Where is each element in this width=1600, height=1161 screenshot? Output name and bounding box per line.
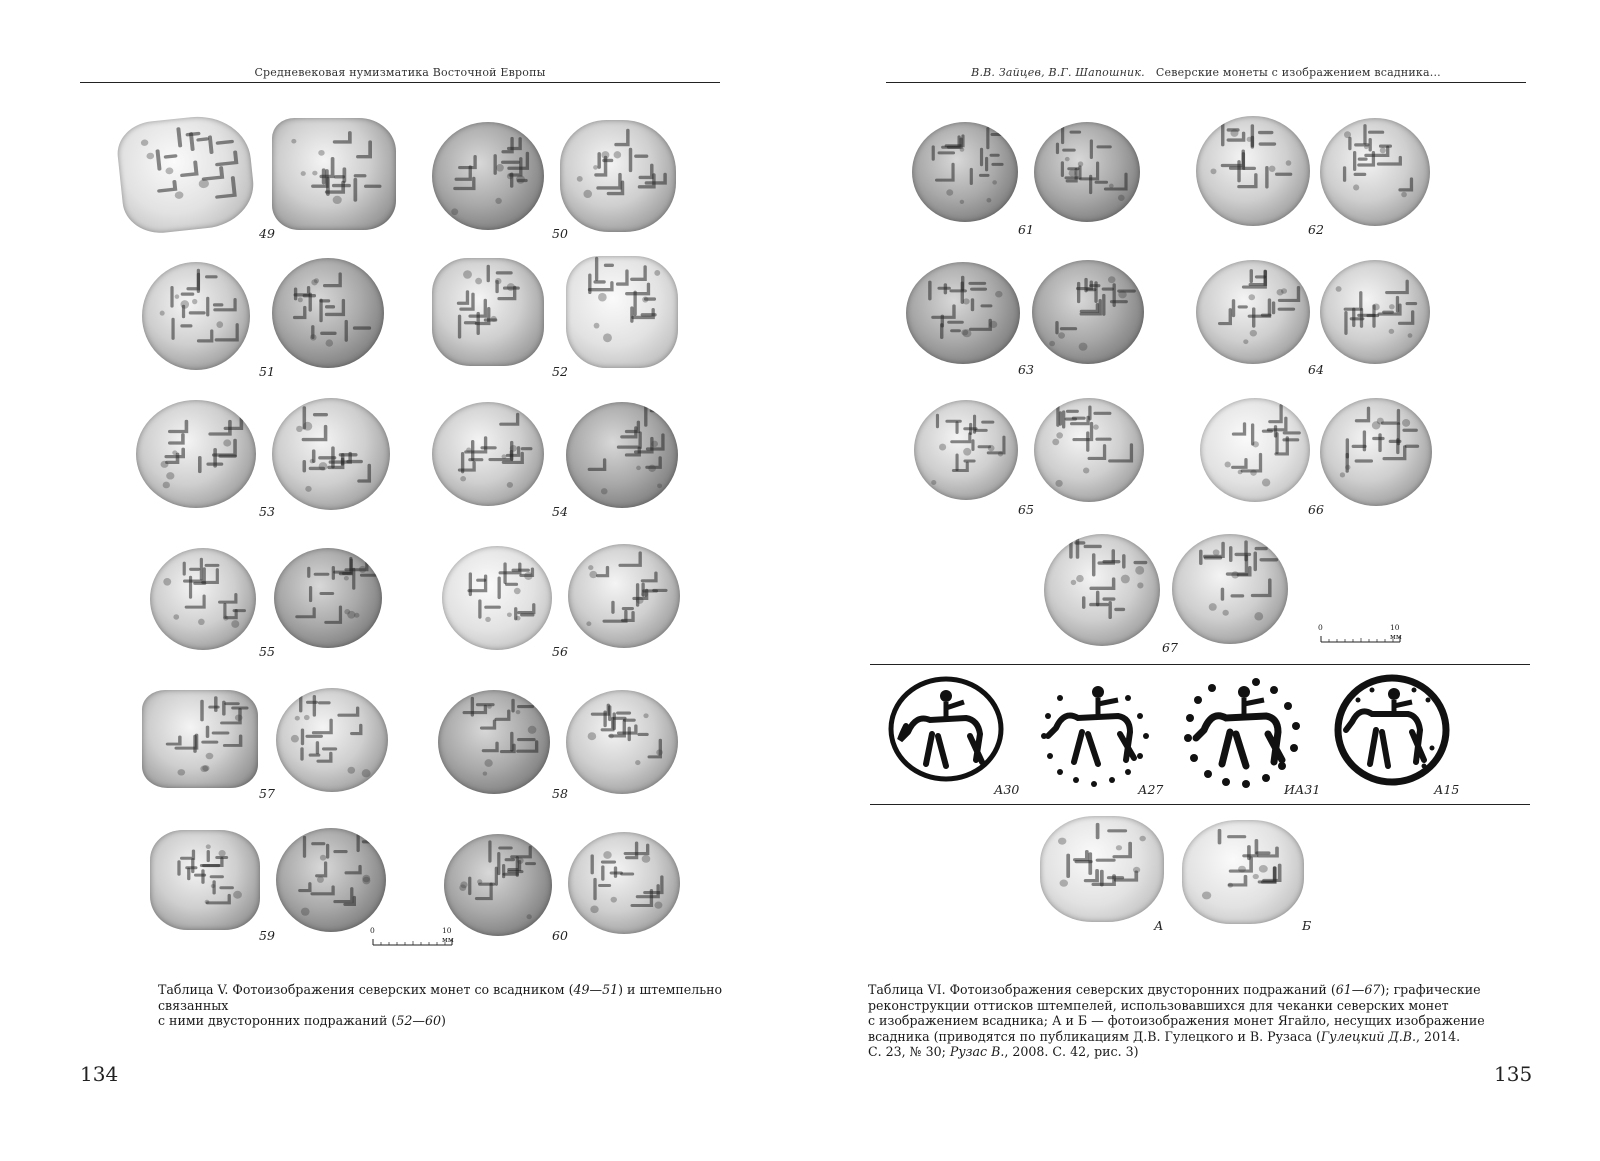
coin-photo [150, 830, 260, 930]
coin-photo [1182, 820, 1304, 924]
caption-citation: Рузас В. [949, 1044, 1005, 1059]
coin-legend-texture [1196, 260, 1310, 364]
coin-photo [272, 258, 384, 368]
coin-photo [115, 111, 258, 236]
coin-number-label: 64 [1308, 362, 1324, 377]
coin-number-label: 55 [259, 644, 275, 659]
caption-text: ) [440, 1013, 446, 1028]
running-head-right [886, 66, 1526, 79]
running-head-title: Северские монеты с изображением всадника... [1155, 66, 1441, 79]
reconstruction-label: А15 [1434, 782, 1460, 797]
coin-legend-texture [442, 546, 552, 650]
coin-legend-texture [142, 690, 258, 788]
coin-number-label: 66 [1308, 502, 1324, 517]
horse-rider-icon [1332, 672, 1452, 788]
coin-photo [276, 828, 386, 932]
coin-photo [432, 122, 544, 230]
caption-text: , 2014. [1416, 1028, 1461, 1044]
coin-legend-texture [272, 258, 384, 368]
coin-legend-texture [1032, 260, 1144, 364]
coin-number-label: 57 [259, 786, 275, 801]
coin-photo [276, 688, 388, 792]
coin-legend-texture [566, 690, 678, 794]
section-rule [870, 804, 1530, 805]
coin-legend-texture [136, 400, 256, 508]
coin-legend-texture [274, 548, 382, 648]
section-rule [870, 664, 1530, 665]
coin-photo [912, 122, 1018, 222]
coin-number-label: 49 [259, 226, 275, 241]
coin-photo [1320, 260, 1430, 364]
coin-photo [438, 690, 550, 794]
coin-legend-texture [566, 402, 678, 508]
coin-legend-texture [432, 402, 544, 506]
coin-photo [442, 546, 552, 650]
caption-range: 61—67 [1335, 982, 1381, 997]
reconstruction-label: ИА31 [1284, 782, 1321, 797]
coin-legend-texture [142, 262, 250, 370]
coin-photo [1200, 398, 1310, 502]
coin-legend-texture [1034, 122, 1140, 222]
coin-legend-texture [432, 258, 544, 366]
coin-number-label: 59 [259, 928, 275, 943]
coin-photo [560, 120, 676, 232]
coin-legend-texture [1196, 116, 1310, 226]
coin-legend-texture [276, 688, 388, 792]
coin-photo [1032, 260, 1144, 364]
coin-photo [432, 258, 544, 366]
coin-number-label: 62 [1308, 222, 1324, 237]
coin-photo [1320, 118, 1430, 226]
coin-legend-texture [1034, 398, 1144, 502]
header-rule [886, 82, 1526, 83]
coin-legend-texture [1320, 118, 1430, 226]
page-number: 134 [80, 1062, 119, 1086]
coin-legend-texture [1040, 816, 1164, 922]
coin-photo [566, 256, 678, 368]
caption-text: с ними двусторонних подражаний ( [158, 1013, 397, 1028]
coin-photo [914, 400, 1018, 500]
coin-photo [1172, 534, 1288, 644]
rider-reconstruction [886, 674, 1006, 786]
table-v-caption [158, 982, 758, 1029]
coin-photo [444, 834, 552, 936]
coin-photo [1040, 816, 1164, 922]
caption-text: ); графические [1380, 982, 1481, 997]
caption-text: с изображением всадника; А и Б — фотоизображения монет Ягайло, несущих изображение [868, 1013, 1485, 1028]
coin-legend-texture [150, 830, 260, 930]
coin-legend-texture [560, 120, 676, 232]
coin-number-label: 52 [552, 364, 568, 379]
coin-legend-texture [906, 262, 1020, 364]
coin-number-label: 61 [1018, 222, 1034, 237]
coin-legend-texture [150, 548, 256, 650]
coin-number-label: 67 [1162, 640, 1178, 655]
coin-photo [1196, 116, 1310, 226]
coin-photo [432, 402, 544, 506]
coin-photo [1044, 534, 1160, 646]
coin-number-label: 50 [552, 226, 568, 241]
coin-legend-texture [566, 256, 678, 368]
scale-label-zero: 0 [1318, 623, 1323, 632]
page-number: 135 [1494, 1062, 1533, 1086]
coin-number-label: 53 [259, 504, 275, 519]
caption-text: , 2008. С. 42, рис. 3) [1004, 1044, 1139, 1059]
scale-label-ten: 10 мм [1390, 623, 1402, 641]
caption-text: всадника (приводятся по публикациям Д.В. Гулецкого и В. Рузаса ( [868, 1028, 1321, 1044]
coin-legend-texture [432, 122, 544, 230]
coin-photo [568, 832, 680, 934]
coin-legend-texture [438, 690, 550, 794]
coin-number-label: 58 [552, 786, 568, 801]
coin-legend-texture [272, 398, 390, 510]
coin-photo [1320, 398, 1432, 506]
caption-range: 52—60 [396, 1013, 441, 1028]
horse-rider-icon [1180, 674, 1306, 788]
coin-legend-texture [272, 118, 396, 230]
horse-rider-icon [1036, 676, 1156, 788]
coin-photo [142, 262, 250, 370]
table-vi-caption [868, 982, 1508, 1060]
horse-rider-icon [886, 674, 1006, 786]
caption-text: Таблица VI. Фотоизображения северских двусторонних подражаний ( [868, 982, 1336, 997]
caption-citation: Гулецкий Д.В. [1320, 1028, 1417, 1044]
coin-photo [568, 544, 680, 648]
coin-legend-texture [1172, 534, 1288, 644]
coin-letter-label: А [1154, 918, 1164, 933]
coin-photo [136, 400, 256, 508]
caption-text: С. 23, № 30; [868, 1044, 950, 1059]
scale-bar [370, 926, 454, 947]
running-head-left: Средневековая нумизматика Восточной Европы [254, 66, 546, 79]
caption-text: реконструкции оттисков штемпелей, использовавшихся для чеканки северских монет [868, 997, 1449, 1013]
coin-legend-texture [444, 834, 552, 936]
rider-reconstruction [1332, 672, 1452, 788]
coin-legend-texture [115, 111, 258, 236]
reconstruction-label: А27 [1138, 782, 1164, 797]
coin-legend-texture [912, 122, 1018, 222]
coin-legend-texture [1320, 260, 1430, 364]
coin-number-label: 51 [259, 364, 275, 379]
rider-reconstruction [1036, 676, 1156, 788]
caption-range: 49—51 [573, 982, 619, 997]
scale-bar [1318, 623, 1402, 644]
coin-legend-texture [1200, 398, 1310, 502]
coin-number-label: 56 [552, 644, 568, 659]
running-head-authors: В.В. Зайцев, В.Г. Шапошник. [971, 66, 1145, 79]
coin-photo [150, 548, 256, 650]
coin-photo [272, 398, 390, 510]
coin-photo [566, 690, 678, 794]
coin-legend-texture [568, 832, 680, 934]
coin-number-label: 65 [1018, 502, 1034, 517]
caption-text: Таблица V. Фотоизображения северских монет со всадником ( [158, 982, 574, 997]
coin-legend-texture [914, 400, 1018, 500]
coin-number-label: 54 [552, 504, 568, 519]
coin-photo [274, 548, 382, 648]
scale-label-ten: 10 мм [442, 926, 454, 944]
rider-reconstruction [1180, 674, 1306, 788]
coin-legend-texture [568, 544, 680, 648]
coin-legend-texture [1320, 398, 1432, 506]
coin-legend-texture [1044, 534, 1160, 646]
coin-number-label: 60 [552, 928, 568, 943]
coin-legend-texture [1182, 820, 1304, 924]
scale-label-zero: 0 [370, 926, 375, 935]
coin-photo [1196, 260, 1310, 364]
coin-photo [906, 262, 1020, 364]
coin-photo [1034, 398, 1144, 502]
coin-photo [1034, 122, 1140, 222]
header-rule [80, 82, 720, 83]
coin-photo [142, 690, 258, 788]
coin-photo [566, 402, 678, 508]
coin-legend-texture [276, 828, 386, 932]
coin-letter-label: Б [1302, 918, 1312, 933]
coin-photo [272, 118, 396, 230]
coin-number-label: 63 [1018, 362, 1034, 377]
reconstruction-label: А30 [994, 782, 1020, 797]
right-page [800, 0, 1600, 1161]
caption-text: ) и штемпельно связанных [158, 982, 723, 1013]
